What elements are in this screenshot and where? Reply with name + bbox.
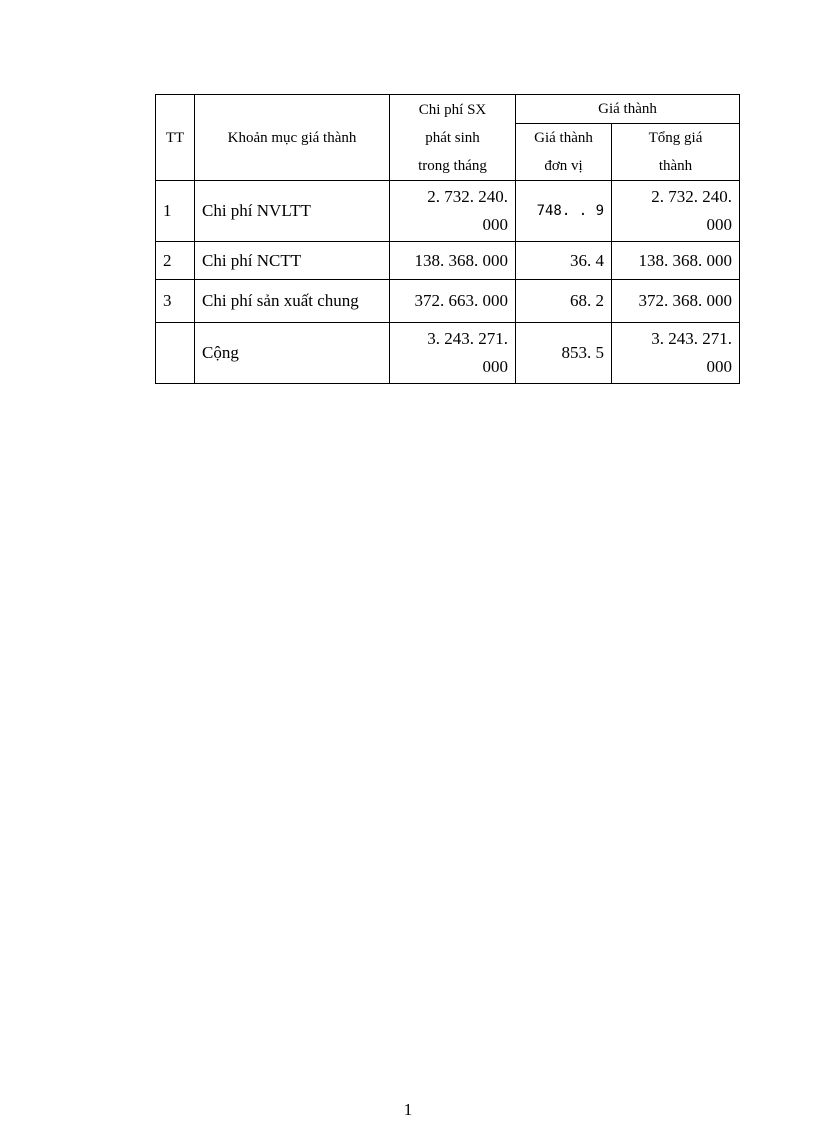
row-chi-phi: [390, 181, 516, 242]
row-don-vi: 36. 4: [516, 242, 612, 280]
value-line: 000: [706, 357, 733, 376]
row-item: Chi phí NCTT: [195, 242, 390, 280]
row-tt: 2: [156, 242, 195, 280]
value-line: 2. 732. 240.: [427, 187, 508, 206]
header-line: Tổng giá: [648, 130, 703, 146]
value-line: 000: [706, 215, 733, 234]
row-tt: 1: [156, 181, 195, 242]
table-total-row: [156, 323, 740, 384]
value-line: 3. 243. 271.: [651, 329, 733, 348]
header-line: đơn vị: [544, 158, 583, 174]
header-line: thành: [658, 158, 693, 174]
table-row: [156, 280, 740, 323]
value-line: 3. 243. 271.: [427, 329, 508, 348]
header-tong-gia-thanh: [612, 124, 740, 181]
header-khoan-muc: Khoản mục giá thành: [195, 95, 390, 181]
row-tt: 3: [156, 280, 195, 323]
row-tong: 138. 368. 000: [612, 242, 740, 280]
page-number: 1: [403, 1100, 413, 1119]
cost-table: [155, 94, 740, 384]
value-line: 000: [482, 357, 508, 376]
header-chi-phi-sx-line: trong tháng: [418, 157, 487, 174]
row-tong: 372. 368. 000: [612, 280, 740, 323]
row-don-vi: 68. 2: [516, 280, 612, 323]
total-tt: [156, 323, 195, 384]
header-line: Giá thành: [534, 130, 593, 146]
row-tong: [612, 181, 740, 242]
row-don-vi: 748. . 9: [516, 181, 612, 242]
row-item: Chi phí sản xuất chung: [195, 280, 390, 323]
header-chi-phi-sx-line: Chi phí SX: [418, 101, 487, 118]
header-chi-phi-sx: [390, 95, 516, 181]
total-don-vi: 853. 5: [516, 323, 612, 384]
header-gia-thanh: Giá thành: [516, 95, 740, 124]
table-row: [156, 181, 740, 242]
row-chi-phi: 372. 663. 000: [390, 280, 516, 323]
total-tong: [612, 323, 740, 384]
header-chi-phi-sx-line: phát sinh: [425, 129, 480, 146]
value-line: 000: [482, 215, 508, 234]
row-item: Chi phí NVLTT: [195, 181, 390, 242]
table-row: [156, 242, 740, 280]
total-chi-phi: [390, 323, 516, 384]
row-chi-phi: 138. 368. 000: [390, 242, 516, 280]
value-line: 2. 732. 240.: [651, 187, 733, 206]
header-tt: TT: [156, 95, 195, 181]
total-label: Cộng: [195, 323, 390, 384]
header-gia-thanh-don-vi: [516, 124, 612, 181]
table-header-row: [156, 95, 740, 124]
